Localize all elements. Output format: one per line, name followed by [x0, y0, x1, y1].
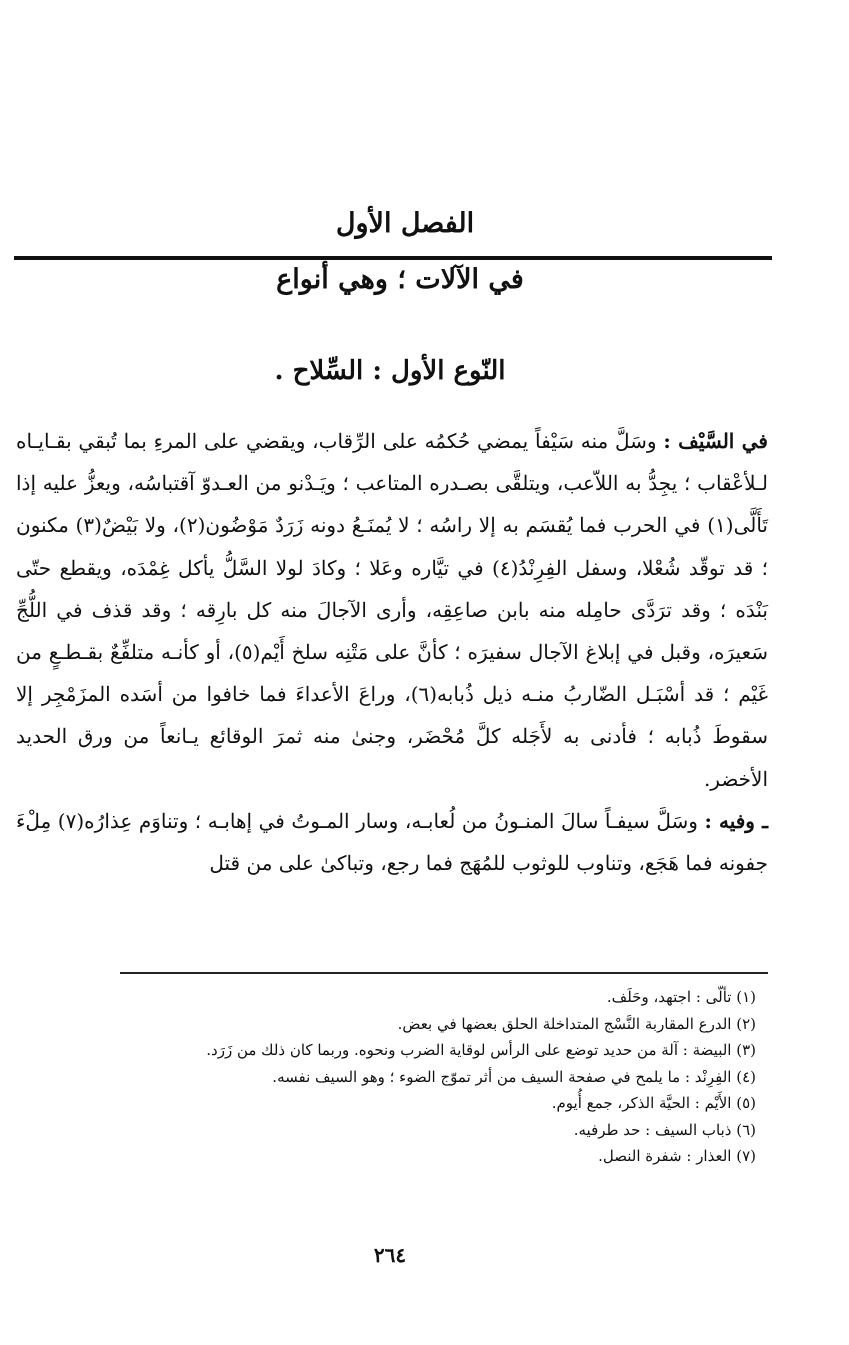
- page-number: ٢٦٤: [373, 1243, 407, 1267]
- footnote: (٤) الفِرِنْد : ما يلمح في صفحة السيف من أثر تموّج الضوء ؛ وهو السيف نفسه.: [272, 1067, 756, 1086]
- paragraph-lead: في السَّيْف :: [663, 429, 768, 453]
- footnote: (٣) البيضة : آلة من حديد توضع على الرأس لوقاية الضرب ونحوه. وربما كان ذلك من زَرَد.: [206, 1041, 756, 1059]
- chapter-title: الفصل الأول: [335, 208, 475, 239]
- title-divider: [14, 256, 772, 260]
- paragraph-text: وسَلَّ منه سَيْفاً يمضي حُكمُه على الرِّقاب، ويقضي على المرءِ بما تُبقي بقـايـاه لـلأعْقاب ؛ يجِدُّ به اللاّعب، ويتلقَّى بصـدره المتاعب ؛ ويَـدْنو من العـدوّ آقتباسُه، ويعزُّ عليه إذا تَأَلَّى(١) في الحرب فما يُقسَم به إلا راسُه ؛ لا يُمنَـعُ دونه زَرَدٌ مَوْضُون(٢)، ولا بَيْضٌ(٣) مكنون ؛ قد توقّد شُعْلا، وسفل الفِرِنْدُ(٤) في تيَّاره وعَلا ؛ وكادَ لولا السَّلُّ يأكل غِمْدَه، ويقطع حتّى بَنْدَه ؛ وقد ترَدَّى حامِله منه بابن صاعِقِه، وأرى الآجالَ منه كل بارِقه ؛ وقد قذف في اللُّجِّ سَعيرَه، وقبل في إبلاغ الآجال سفيرَه ؛ كأنَّ على مَتْنِه سلخ أَيْم(٥)، أو كأنـه متلفِّعٌ بقـطـعٍ من غَيْم ؛ قد أسْبَـل الضّاربُ منـه ذيل ذُبابه(٦)، وراعَ الأعداءَ فما خافوا من أسَده المزَمْجِر إلا سقوطَ ذُبابه ؛ فأدنى به لأَجَله كلَّ مُحْضَر، وجنىٰ منه ثمرَ الوقائع يـانعاً من ورق الحديد الأخضر.: [16, 429, 769, 791]
- paragraph-sword: [16, 420, 768, 800]
- type-title: النّوع الأول : السِّلاح .: [274, 356, 506, 386]
- paragraph-sword-2: [16, 800, 768, 884]
- section-title: في الآلات ؛ وهي أنواع: [276, 264, 524, 295]
- footnotes: [90, 984, 756, 1170]
- footnote: (٦) ذباب السيف : حد طرفيه.: [573, 1120, 756, 1139]
- footnote: (٧) العذار : شفرة النصل.: [598, 1147, 756, 1165]
- footnote: (٢) الدرع المقاربة النَّسْج المتداخلة الحلق بعضها في بعض.: [397, 1014, 756, 1033]
- paragraph-lead: ـ وفيه :: [704, 808, 768, 833]
- paragraph-text: وسَلَّ سيفـاً سالَ المنـونُ من لُعابـه، وسار المـوتُ في إهابـه ؛ وتناوَم عِذارُه(٧) مِلْءَ جفونه فما هَجَع، وتناوب للوثوب للمُهَج فما رجع، وتباكىٰ على من قتل: [16, 808, 768, 876]
- footnote: (٥) الأَيْم : الحيَّة الذكر، جمع أُيوم.: [551, 1094, 756, 1112]
- footnote-divider: [120, 972, 768, 974]
- footnote: (١) تألّى : اجتهد، وحَلَف.: [606, 988, 756, 1006]
- body-text: [16, 420, 768, 884]
